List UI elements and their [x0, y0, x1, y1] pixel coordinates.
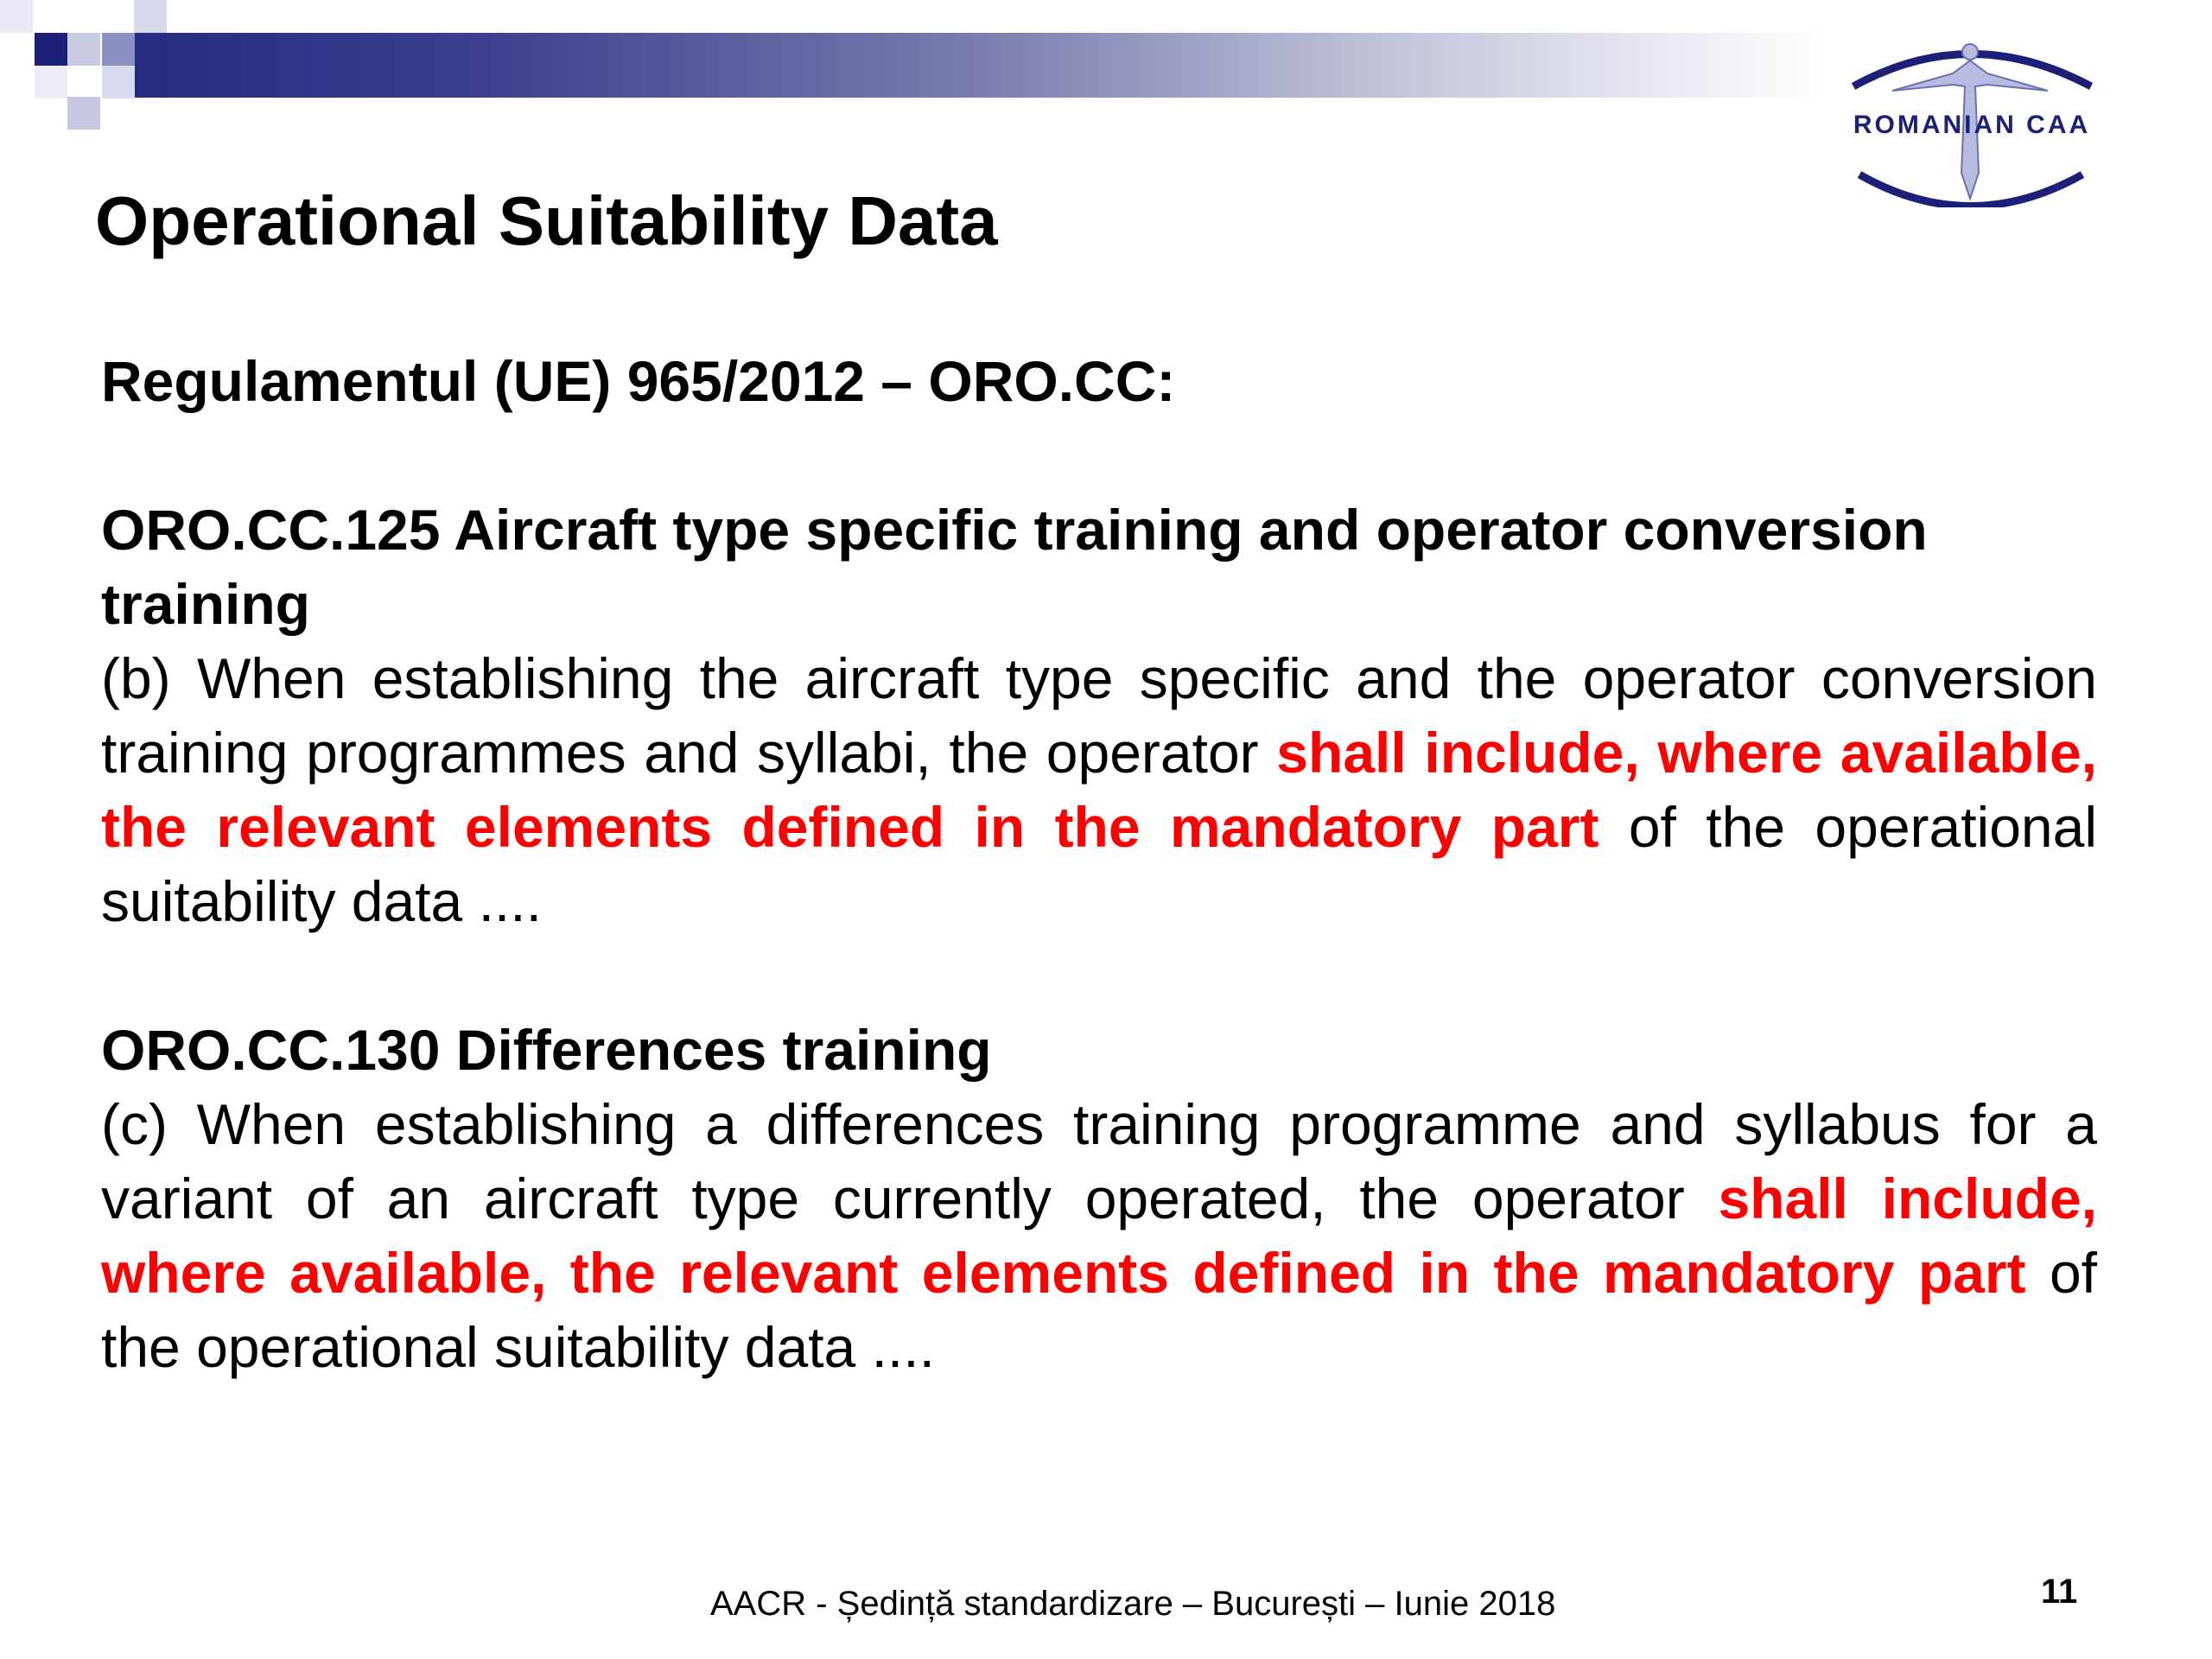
decor-square	[67, 97, 100, 130]
paragraph-text: of the operational suitability data ....	[101, 1241, 2097, 1379]
section-text-oro-cc-125	[101, 641, 2097, 938]
header-gradient-bar	[134, 33, 1827, 98]
decor-square	[102, 66, 135, 99]
decor-square	[35, 66, 67, 99]
decor-square	[102, 33, 135, 66]
decor-square	[0, 0, 33, 33]
slide-body	[101, 344, 2097, 1384]
page-number: 11	[2041, 1573, 2078, 1611]
decor-square	[67, 33, 100, 66]
slide-title: Operational Suitability Data	[95, 182, 998, 259]
paragraph-text: (c) When establishing a differences training programme and syllabus for a variant of an aircraft type currently operated, the operator	[101, 1092, 2097, 1230]
section-heading-oro-cc-130: ORO.CC.130 Differences training	[101, 1018, 992, 1082]
paragraph-text: of the operational suitability data ....	[101, 795, 2098, 933]
section-text-oro-cc-130	[101, 1087, 2097, 1384]
paragraph-text: (b) When establishing the aircraft type specific and the operator conversion training programmes and syllabi, the operator	[101, 646, 2097, 785]
decor-square	[35, 33, 67, 66]
logo-text: ROMANIAN CAA	[1853, 111, 2091, 139]
regulation-heading: Regulamentul (UE) 965/2012 – ORO.CC:	[101, 349, 1176, 413]
highlighted-requirement: shall include, where available, the relevant elements defined in the mandatory part	[101, 721, 2097, 859]
footer-text: AACR - Ședință standardizare – București – Iunie 2018	[710, 1585, 1556, 1623]
highlighted-requirement: shall include, where available, the relevant elements defined in the mandatory part	[101, 1166, 2098, 1305]
section-heading-oro-cc-125: ORO.CC.125 Aircraft type specific training and operator conversion training	[101, 498, 1928, 636]
decor-square	[134, 0, 167, 33]
